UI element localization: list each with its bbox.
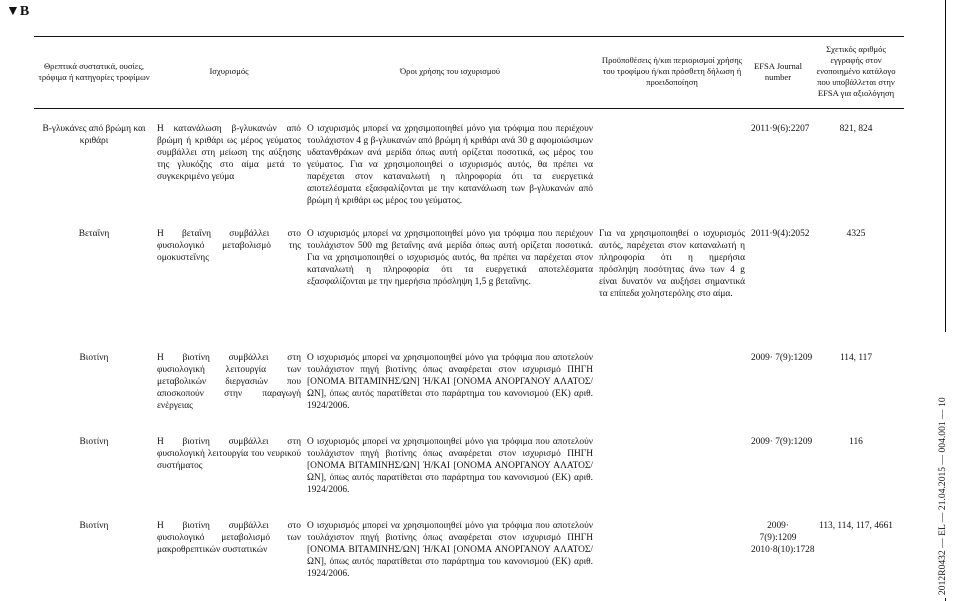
side-margin xyxy=(935,0,957,601)
cell-restrictions xyxy=(596,351,748,435)
cell-reference-number: 114, 117 xyxy=(839,352,873,363)
cell-substance: Βιοτίνη xyxy=(79,520,109,531)
cell-substance: Βιοτίνη xyxy=(79,436,109,447)
cell-efsa-journal: 2009· 7(9):1209 2010·8(10):1728 xyxy=(751,520,815,555)
claims-table xyxy=(34,36,904,599)
document-reference-label: 2012R0432 — EL — 21.04.2015 — 004.001 — 10 xyxy=(937,332,948,598)
cell-claim: Η βιοτίνη συμβάλλει στη φυσιολογική λειτουργία των μεταβολικών διεργασιών που αποσκοπούν στην παραγωγή ενέργειας xyxy=(157,352,301,411)
cell-efsa-journal: 2009· 7(9):1209 xyxy=(751,436,813,447)
cell-substance: Βεταΐνη xyxy=(78,228,110,239)
table-row xyxy=(34,519,904,599)
table-row xyxy=(34,435,904,519)
header-substance: Θρεπτικά συστατικά, ουσίες, τρόφιμα ή κατηγορίες τροφίμων xyxy=(38,60,150,82)
cell-conditions: Ο ισχυρισμός μπορεί να χρησιμοποιηθεί μόνο για τρόφιμα που περιέχουν τουλάχιστον 500 mg βεταΐνης ανά μερίδα όπως αυτή ορίζεται ποσοτικά. Για να χρησιμοποιηθεί ο ισχυρισμός αυτός, θα πρέπει να παρέχεται στον καταναλωτή η πληροφορία ότι τα ευεργετικά αποτελέσματα εξασφαλίζονται με την ημερήσια πρόσληψη 1,5 g βεταΐνης. xyxy=(307,228,593,287)
cell-claim: Η βεταΐνη συμβάλλει στο φυσιολογικό μεταβολισμό της ομοκυστεΐνης xyxy=(157,228,301,263)
cell-conditions: Ο ισχυρισμός μπορεί να χρησιμοποιηθεί μόνο για τρόφιμα που αποτελούν τουλάχιστον πηγή βιοτίνης όπως αναφέρεται στον ισχυρισμό ΠΗΓΗ [ΟΝΟΜΑ ΒΙΤΑΜΙΝΗΣ/ΩΝ] Ή/ΚΑΙ [ΟΝΟΜΑ ΑΝΟΡΓΑΝΟΥ ΑΛΑΤΟΣ/ΩΝ], όπως αυτός παρατίθεται στο παράρτημα του κανονισμού (ΕΚ) αριθ. 1924/2006. xyxy=(307,436,593,495)
table-row xyxy=(34,109,904,227)
cell-restrictions xyxy=(596,519,748,599)
cell-claim: Η βιοτίνη συμβάλλει στη φυσιολογική λειτουργία του νευρικού συστήματος xyxy=(157,436,301,471)
cell-substance: Βιοτίνη xyxy=(79,352,109,363)
cell-conditions: Ο ισχυρισμός μπορεί να χρησιμοποιηθεί μόνο για τρόφιμα που περιέχουν τουλάχιστον 4 g β-γλυκανών από βρώμη ή κριθάρι ανά 30 g αφομοιώσιμων υδατανθράκων ανά μερίδα όπως αυτή ορίζεται ποσοτικά, ως μέρος του γεύματος. Για να χρησιμοποιηθεί ο ισχυρισμός αυτός, θα πρέπει να παρέχεται στον καταναλωτή η πληροφορία ότι τα ευεργετικά αποτελέσματα εξασφαλίζονται με την κατανάλωση των β-γλυκανών από βρώμη ή κριθάρι ως μέρος του γεύματος. xyxy=(307,124,593,206)
cell-conditions: Ο ισχυρισμός μπορεί να χρησιμοποιηθεί μόνο για τρόφιμα που αποτελούν τουλάχιστον πηγή βιοτίνης όπως αναφέρεται στον ισχυρισμό ΠΗΓΗ [ΟΝΟΜΑ ΒΙΤΑΜΙΝΗΣ/ΩΝ] Ή/ΚΑΙ [ΟΝΟΜΑ ΑΝΟΡΓΑΝΟΥ ΑΛΑΤΟΣ/ΩΝ], όπως αυτός παρατίθεται στο παράρτημα του κανονισμού (ΕΚ) αριθ. 1924/2006. xyxy=(307,520,593,579)
cell-reference-number: 113, 114, 117, 4661 xyxy=(819,520,893,531)
cell-restrictions: Για να χρησιμοποιηθεί ο ισχυρισμός αυτός, παρέχεται στον καταναλωτή η πληροφορία ότι η ημερήσια πρόσληψη ποσότητας άνω των 4 g είναι δυνατόν να αυξήσει σημαντικά τα επίπεδα χοληστερόλης στο αίμα. xyxy=(599,228,745,299)
cell-reference-number: 4325 xyxy=(846,228,866,239)
header-efsa-journal: EFSA Journal number xyxy=(754,60,802,82)
cell-efsa-journal: 2011·9(4):2052 xyxy=(751,228,810,239)
header-conditions: Όροι χρήσης του ισχυρισμού xyxy=(399,66,501,76)
cell-reference-number: 821, 824 xyxy=(839,124,873,134)
cell-claim: Η βιοτίνη συμβάλλει στο φυσιολογικό μεταβολισμό των μακροθρεπτικών συστατικών xyxy=(157,520,301,555)
cell-substance: Β-γλυκάνες από βρώμη και κριθάρι xyxy=(42,124,146,146)
cell-restrictions xyxy=(596,435,748,519)
cell-restrictions xyxy=(596,109,748,227)
cell-reference-number: 116 xyxy=(849,436,863,447)
table-header-row xyxy=(34,37,904,109)
cell-claim: Η κατανάλωση β-γλυκανών από βρώμη ή κριθάρι ως μέρος γεύματος συμβάλλει στη μείωση της αύξησης της γλυκόζης στο αίμα μετά το συγκεκριμένο γεύμα xyxy=(157,124,301,182)
cell-efsa-journal: 2011·9(6):2207 xyxy=(751,124,810,134)
document-marker: ▼B xyxy=(6,4,30,19)
table-row xyxy=(34,227,904,351)
header-claim: Ισχυρισμός xyxy=(209,66,249,76)
header-reference-number: Σχετικός αριθμός εγγραφής στον ενοποιημένο κατάλογο που υποβάλλεται στην EFSA για αξιολόγηση xyxy=(816,44,896,98)
cell-efsa-journal: 2009· 7(9):1209 xyxy=(751,352,813,363)
cell-conditions: Ο ισχυρισμός μπορεί να χρησιμοποιηθεί μόνο για τρόφιμα που αποτελούν τουλάχιστον πηγή βιοτίνης όπως αναφέρεται στον ισχυρισμό ΠΗΓΗ [ΟΝΟΜΑ ΒΙΤΑΜΙΝΗΣ/ΩΝ] Ή/ΚΑΙ [ΟΝΟΜΑ ΑΝΟΡΓΑΝΟΥ ΑΛΑΤΟΣ/ΩΝ], όπως αυτός παρατίθεται στο παράρτημα του κανονισμού (ΕΚ) αριθ. 1924/2006. xyxy=(307,352,593,411)
header-restrictions: Προϋποθέσεις ή/και περιορισμοί χρήσης του τροφίμου ή/και πρόσθετη δήλωση ή προειδοποίηση xyxy=(601,55,743,87)
table-row xyxy=(34,351,904,435)
